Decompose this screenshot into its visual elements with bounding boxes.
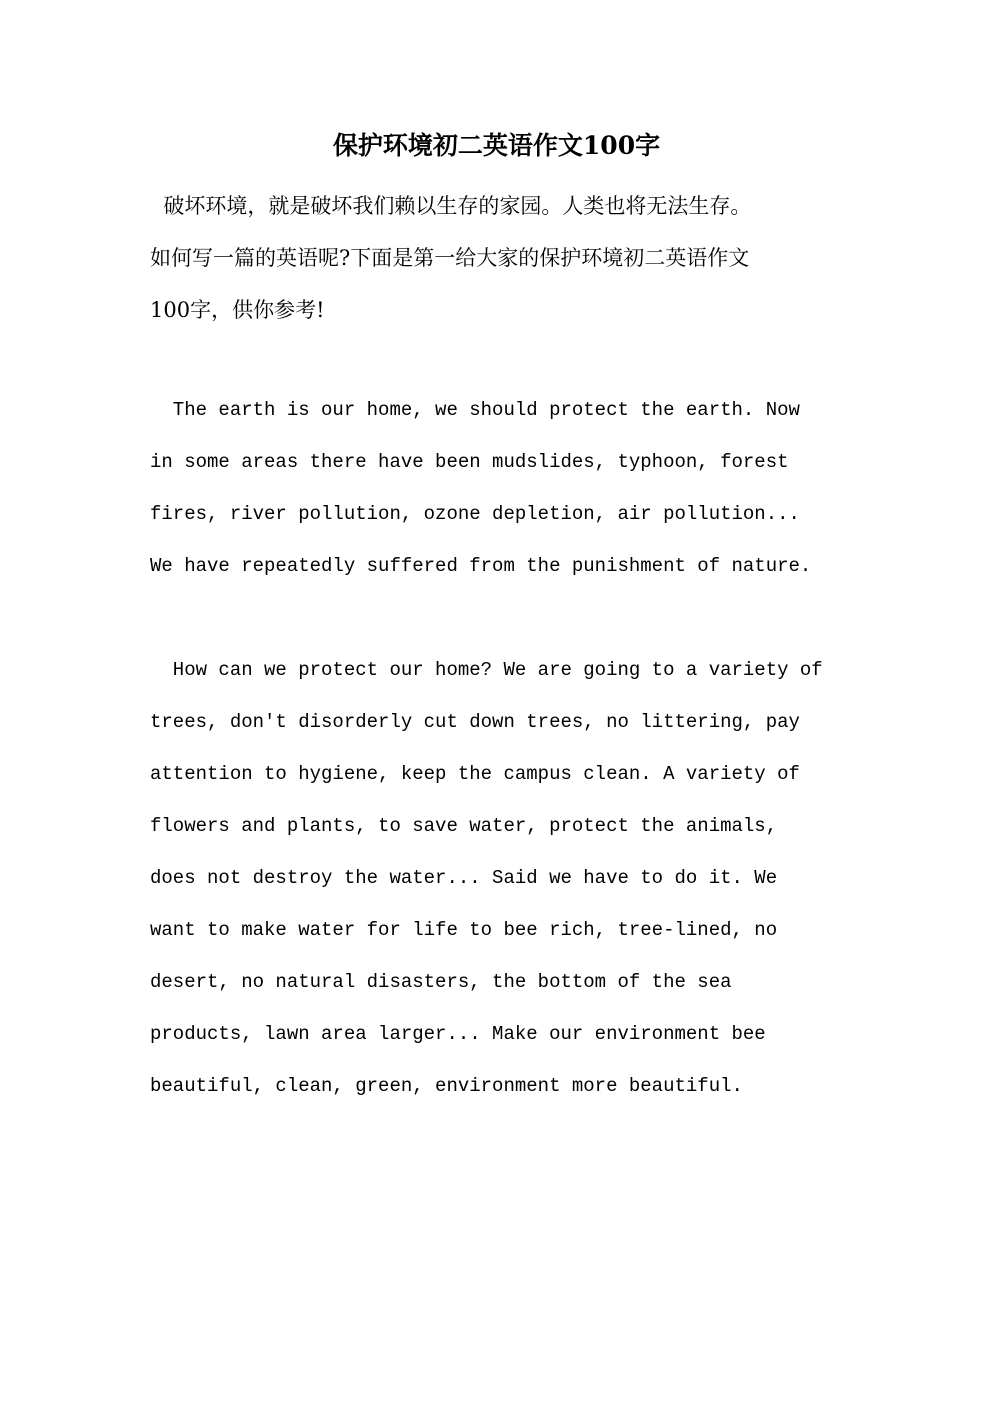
intro-line: 破坏环境，就是破坏我们赖以生存的家园。人类也将无法生存。: [150, 194, 752, 218]
paragraph-line: The earth is our home, we should protect the earth. Now: [150, 399, 800, 421]
paragraph-line: We have repeatedly suffered from the punishment of nature.: [150, 555, 812, 577]
document-title: 保护环境初二英语作文100字: [332, 131, 661, 160]
essay-paragraph-2: [150, 644, 850, 1112]
paragraph-line: in some areas there have been mudslides, typhoon, forest: [150, 451, 789, 473]
paragraph-line: want to make water for life to bee rich, tree-lined, no: [150, 919, 778, 941]
intro-line: 100字，供你参考!: [150, 298, 325, 322]
paragraph-line: trees, don't disorderly cut down trees, no littering, pay: [150, 711, 800, 733]
paragraph-line: desert, no natural disasters, the bottom of the sea: [150, 971, 732, 993]
paragraph-line: How can we protect our home? We are going to a variety of: [150, 659, 823, 681]
paragraph-line: beautiful, clean, green, environment more beautiful.: [150, 1075, 743, 1097]
paragraph-line: does not destroy the water... Said we have to do it. We: [150, 867, 778, 889]
essay-paragraph-1: [150, 384, 850, 592]
intro-paragraph: [150, 180, 850, 336]
paragraph-line: fires, river pollution, ozone depletion, air pollution...: [150, 503, 800, 525]
paragraph-line: products, lawn area larger... Make our environment bee: [150, 1023, 766, 1045]
paragraph-line: attention to hygiene, keep the campus clean. A variety of: [150, 763, 800, 785]
intro-line: 如何写一篇的英语呢?下面是第一给大家的保护环境初二英语作文: [150, 246, 750, 270]
paragraph-line: flowers and plants, to save water, protect the animals,: [150, 815, 778, 837]
